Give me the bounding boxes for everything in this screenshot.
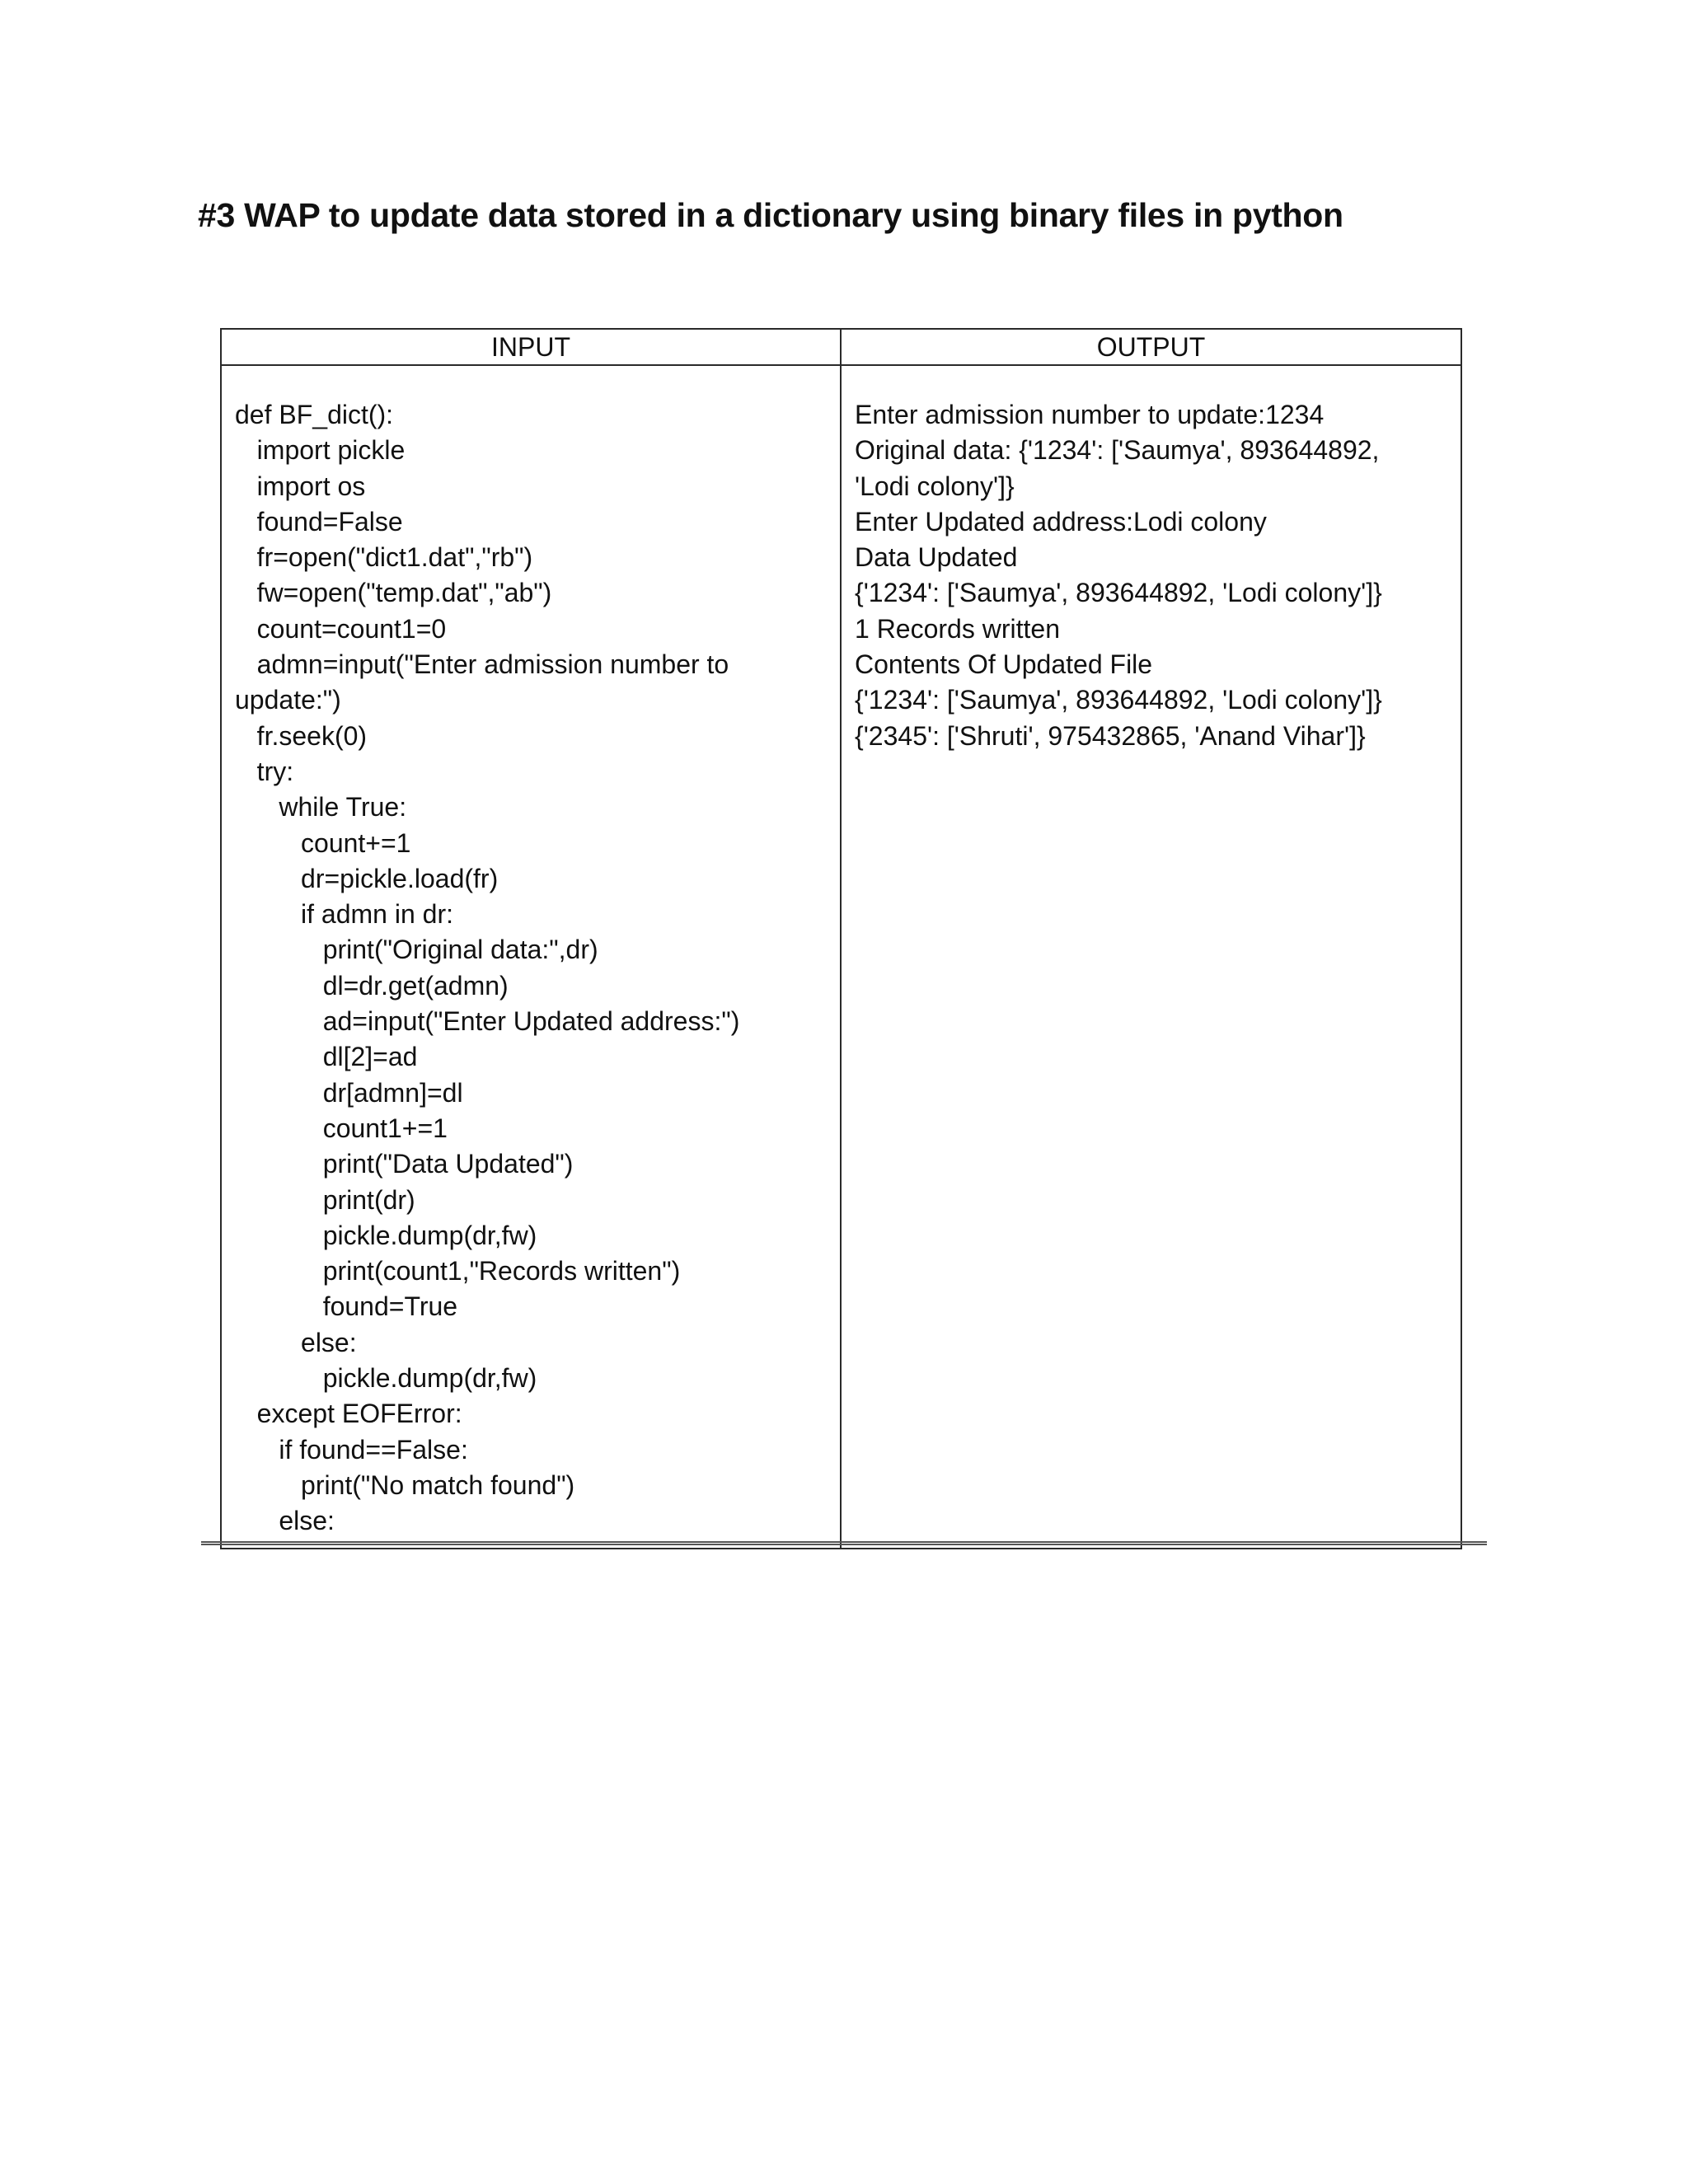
code-line: print(dr) <box>235 1184 415 1215</box>
code-line: print("No match found") <box>235 1469 575 1500</box>
input-cell <box>221 365 841 1549</box>
code-line: import pickle <box>235 435 406 466</box>
output-line: Enter admission number to update:1234 <box>855 400 1325 429</box>
output-line: Enter Updated address:Lodi colony <box>855 506 1267 537</box>
bottom-rule <box>201 1541 1487 1545</box>
code-line: found=False <box>235 506 403 537</box>
code-line: count+=1 <box>235 827 411 858</box>
code-line: dl[2]=ad <box>235 1042 418 1072</box>
output-line: 'Lodi colony']} <box>855 471 1015 501</box>
code-line: count1+=1 <box>235 1113 448 1143</box>
code-line: pickle.dump(dr,fw) <box>235 1363 537 1394</box>
code-line: fw=open("temp.dat","ab") <box>235 578 552 608</box>
code-line: print("Original data:",dr) <box>235 935 598 965</box>
output-line: {'1234': ['Saumya', 893644892, 'Lodi colony']} <box>855 578 1382 608</box>
page-title: #3 WAP to update data stored in a dictionary using binary files in python <box>198 196 1343 234</box>
table-header-row <box>221 329 1461 365</box>
code-line: try: <box>235 756 294 786</box>
code-line: count=count1=0 <box>235 613 447 644</box>
code-line: pickle.dump(dr,fw) <box>235 1220 537 1250</box>
input-column-header: INPUT <box>221 329 841 365</box>
code-line: fr.seek(0) <box>235 720 368 751</box>
program-table <box>220 328 1462 1549</box>
code-line: fr=open("dict1.dat","rb") <box>235 542 533 573</box>
code-line: while True: <box>235 792 407 823</box>
code-line: print("Data Updated") <box>235 1149 574 1179</box>
code-line: update:") <box>235 685 341 715</box>
code-line: print(count1,"Records written") <box>235 1256 681 1286</box>
code-line: found=True <box>235 1291 458 1322</box>
code-line: ad=input("Enter Updated address:") <box>235 1006 740 1037</box>
output-column-header: OUTPUT <box>841 329 1461 365</box>
output-text-block <box>855 397 1444 754</box>
code-line: if found==False: <box>235 1434 468 1465</box>
code-line: dl=dr.get(admn) <box>235 970 509 1001</box>
code-line: else: <box>235 1506 335 1536</box>
output-line: Original data: {'1234': ['Saumya', 893644892, <box>855 435 1380 466</box>
code-line: else: <box>235 1327 357 1357</box>
code-line: admn=input("Enter admission number to <box>235 649 729 680</box>
code-line: dr=pickle.load(fr) <box>235 863 499 893</box>
code-line: def BF_dict(): <box>235 400 394 429</box>
output-line: {'2345': ['Shruti', 975432865, 'Anand Vihar']} <box>855 720 1366 751</box>
input-code-block <box>235 397 823 1540</box>
code-line: if admn in dr: <box>235 899 453 930</box>
table-body-row <box>221 365 1461 1549</box>
output-line: 1 Records written <box>855 613 1060 644</box>
output-line: Data Updated <box>855 542 1018 573</box>
code-line: import os <box>235 471 366 501</box>
output-cell <box>841 365 1461 1549</box>
code-line: dr[admn]=dl <box>235 1077 463 1108</box>
output-line: Contents Of Updated File <box>855 649 1153 680</box>
code-line: except EOFError: <box>235 1399 462 1429</box>
output-line: {'1234': ['Saumya', 893644892, 'Lodi colony']} <box>855 685 1382 715</box>
